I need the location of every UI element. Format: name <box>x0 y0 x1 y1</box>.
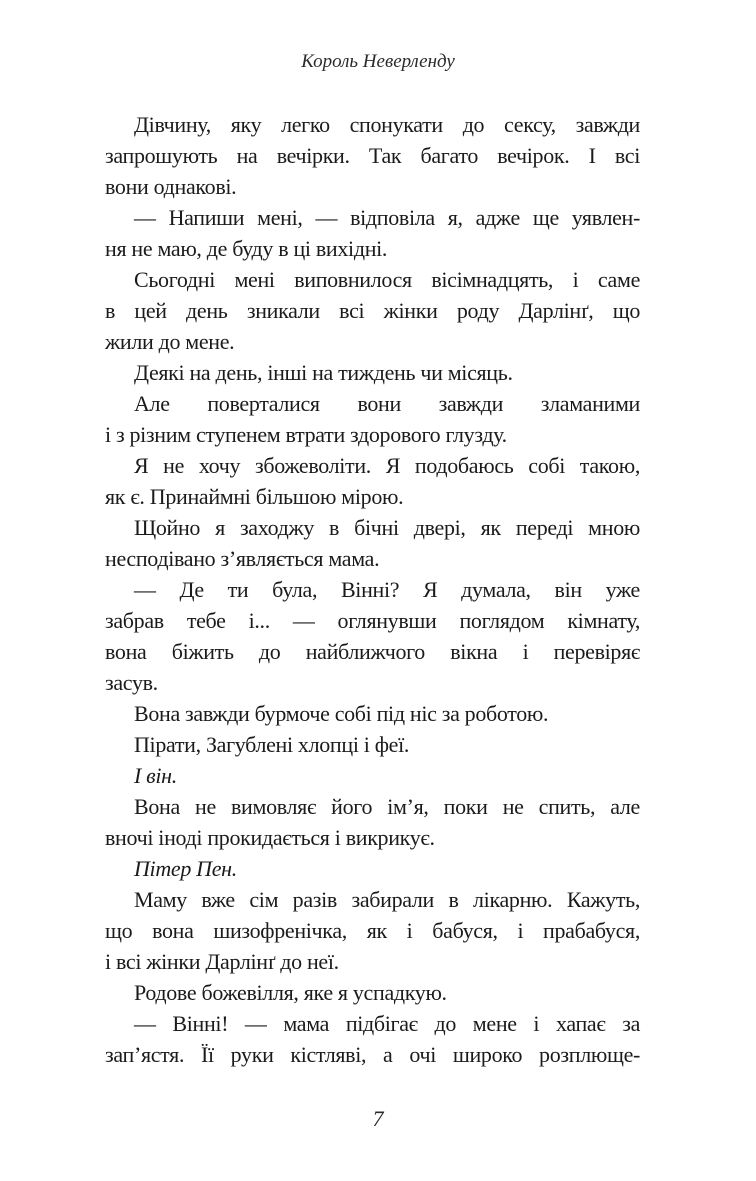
text-line: і з різним ступенем втрати здорового глузду. <box>105 422 507 447</box>
text-line: Дівчину, яку легко спонукати до сексу, завжди <box>134 112 640 137</box>
text-line: вони однакові. <box>105 174 237 199</box>
text-line: Пірати, Загублені хлопці і феї. <box>134 732 410 757</box>
running-header: Король Неверленду <box>301 51 455 72</box>
page-number: 7 <box>372 1106 384 1131</box>
text-line: в цей день зникали всі жінки роду Дарлінґ, що <box>105 298 640 323</box>
text-line: і всі жінки Дарлінґ до неї. <box>105 949 339 974</box>
text-line: Але поверталися вони завжди зламаними <box>134 391 640 416</box>
text-line: засув. <box>105 670 158 695</box>
text-line: І він. <box>134 763 177 788</box>
text-line: — Напиши мені, — відповіла я, адже ще уявлен- <box>134 205 640 230</box>
text-line: Пітер Пен. <box>134 856 237 881</box>
text-line: Вона завжди бурмоче собі під ніс за роботою. <box>134 701 549 726</box>
text-line: вночі іноді прокидається і викрикує. <box>105 825 435 850</box>
text-line: — Вінні! — мама підбігає до мене і хапає за <box>134 1011 640 1036</box>
text-line: Деякі на день, інші на тиждень чи місяць. <box>134 360 513 385</box>
text-line: Родове божевілля, яке я успадкую. <box>134 980 447 1005</box>
text-line: як є. Принаймні більшою мірою. <box>105 484 404 509</box>
text-line: Сьогодні мені виповнилося вісімнадцять, і саме <box>134 267 640 292</box>
text-line: зап’ястя. Її руки кістляві, а очі широко розплюще- <box>105 1042 640 1067</box>
text-line: ня не маю, де буду в ці вихідні. <box>105 236 388 261</box>
text-line: Я не хочу збожеволіти. Я подобаюсь собі такою, <box>134 453 640 478</box>
text-line: Маму вже сім разів забирали в лікарню. Кажуть, <box>134 887 640 912</box>
text-line: що вона шизофренічка, як і бабуся, і прабабуся, <box>105 918 640 943</box>
text-line: Вона не вимовляє його ім’я, поки не спить, але <box>134 794 640 819</box>
book-text <box>105 109 640 1070</box>
text-line: несподівано з’являється мама. <box>105 546 380 571</box>
text-line: вона біжить до найближчого вікна і перевіряє <box>105 639 640 664</box>
text-line: — Де ти була, Вінні? Я думала, він уже <box>134 577 640 602</box>
text-line: забрав тебе і... — оглянувши поглядом кімнату, <box>105 608 640 633</box>
text-line: запрошують на вечірки. Так багато вечірок. І всі <box>105 143 640 168</box>
text-line: Щойно я заходжу в бічні двері, як переді мною <box>134 515 640 540</box>
text-line: жили до мене. <box>105 329 235 354</box>
